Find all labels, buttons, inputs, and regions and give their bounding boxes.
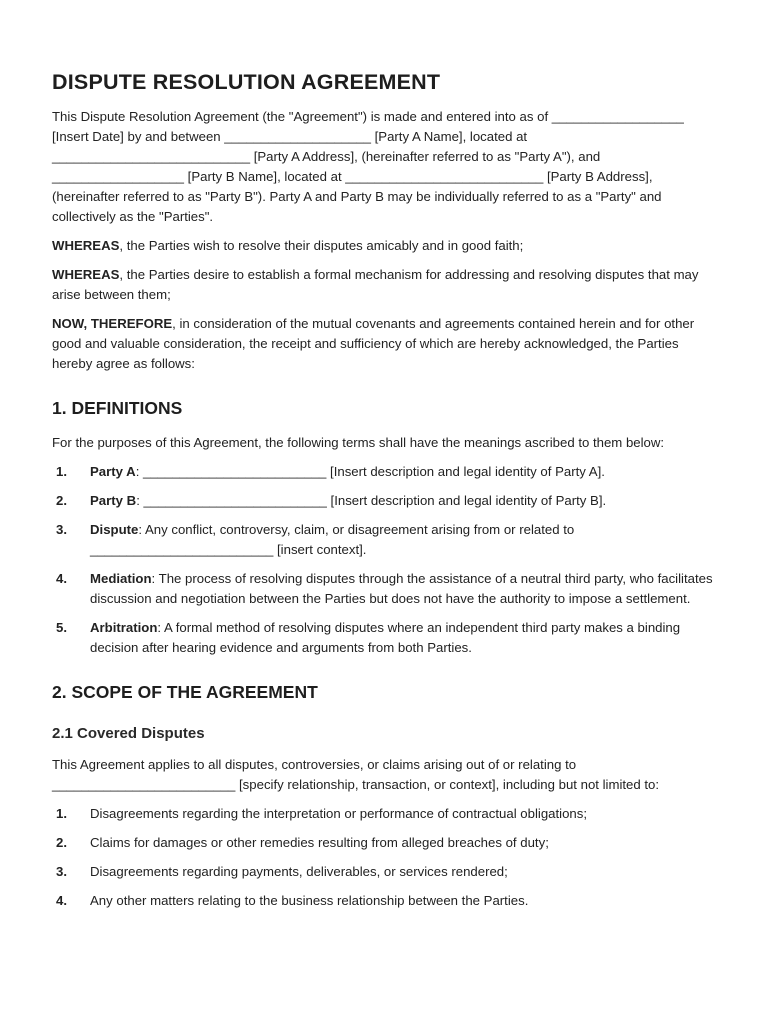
list-item-text: Claims for damages or other remedies resulting from alleged breaches of duty;	[90, 835, 549, 850]
list-number: 2.	[56, 493, 67, 508]
recital-text: , the Parties desire to establish a formal mechanism for addressing and resolving disputes that may arise between them;	[52, 267, 699, 302]
list-number: 4.	[56, 893, 67, 908]
section-heading-definitions: 1. DEFINITIONS	[52, 398, 183, 418]
definitions-list	[52, 462, 720, 658]
list-item-text: Any other matters relating to the business relationship between the Parties.	[90, 893, 529, 908]
definitions-intro: For the purposes of this Agreement, the following terms shall have the meanings ascribed to them below:	[52, 435, 665, 450]
intro-paragraph: This Dispute Resolution Agreement (the "Agreement") is made and entered into as of __________________ [Insert Date] by and between ____________________ [Party A Name], located at ___________________________ [Party A Address], (hereinafter referred to as "Party A"), and __________________ [Party B Name], located at ___________________________ [Party B Address], (hereinafter referred to as "Party B"). Party A and Party B may be individually referred to as a "Party" and collectively as the "Parties".	[52, 109, 684, 224]
definition-text: : _________________________ [Insert description and legal identity of Party A].	[135, 464, 605, 479]
definition-term: Dispute	[90, 522, 139, 537]
subsection-heading-covered-disputes: 2.1 Covered Disputes	[52, 725, 205, 742]
list-item	[52, 833, 720, 853]
list-item	[52, 618, 720, 658]
recital-lead: NOW, THEREFORE	[52, 316, 173, 331]
definition-text: : A formal method of resolving disputes where an independent third party makes a binding decision after hearing evidence and arguments from both Parties.	[90, 620, 681, 655]
list-item	[52, 804, 720, 824]
recital-lead: WHEREAS	[52, 238, 120, 253]
recital-3	[52, 314, 720, 374]
recital-2	[52, 265, 720, 305]
list-item	[52, 520, 720, 560]
list-number: 3.	[56, 522, 67, 537]
definition-term: Arbitration	[90, 620, 158, 635]
list-item	[52, 491, 720, 511]
list-item	[52, 891, 720, 911]
list-item-text: Disagreements regarding payments, deliverables, or services rendered;	[90, 864, 508, 879]
list-item	[52, 462, 720, 482]
list-number: 3.	[56, 864, 67, 879]
definition-text: : The process of resolving disputes through the assistance of a neutral third party, who facilitates discussion and negotiation between the Parties but does not have the authority to impose a settlement.	[90, 571, 713, 606]
section-heading-scope: 2. SCOPE OF THE AGREEMENT	[52, 682, 318, 702]
covered-disputes-list	[52, 804, 720, 911]
recital-1	[52, 236, 720, 256]
definition-term: Mediation	[90, 571, 152, 586]
list-number: 2.	[56, 835, 67, 850]
list-number: 1.	[56, 806, 67, 821]
definition-term: Party B	[90, 493, 137, 508]
document-title: DISPUTE RESOLUTION AGREEMENT	[52, 70, 441, 94]
recital-lead: WHEREAS	[52, 267, 120, 282]
list-item-text: Disagreements regarding the interpretation or performance of contractual obligations;	[90, 806, 588, 821]
definition-term: Party A	[90, 464, 136, 479]
list-number: 1.	[56, 464, 67, 479]
list-number: 5.	[56, 620, 67, 635]
definition-text: : _________________________ [Insert description and legal identity of Party B].	[136, 493, 607, 508]
list-item	[52, 862, 720, 882]
list-number: 4.	[56, 571, 67, 586]
definition-text: : Any conflict, controversy, claim, or disagreement arising from or related to _________________________ [insert context].	[90, 522, 575, 557]
recital-text: , the Parties wish to resolve their disputes amicably and in good faith;	[119, 238, 524, 253]
recital-text: , in consideration of the mutual covenants and agreements contained herein and for other good and valuable consideration, the receipt and sufficiency of which are hereby acknowledged, the Parties hereby agree as follows:	[52, 316, 695, 371]
list-item	[52, 569, 720, 609]
scope-intro: This Agreement applies to all disputes, controversies, or claims arising out of or relating to _________________________ [specify relationship, transaction, or context], including but not limited to:	[52, 757, 660, 792]
